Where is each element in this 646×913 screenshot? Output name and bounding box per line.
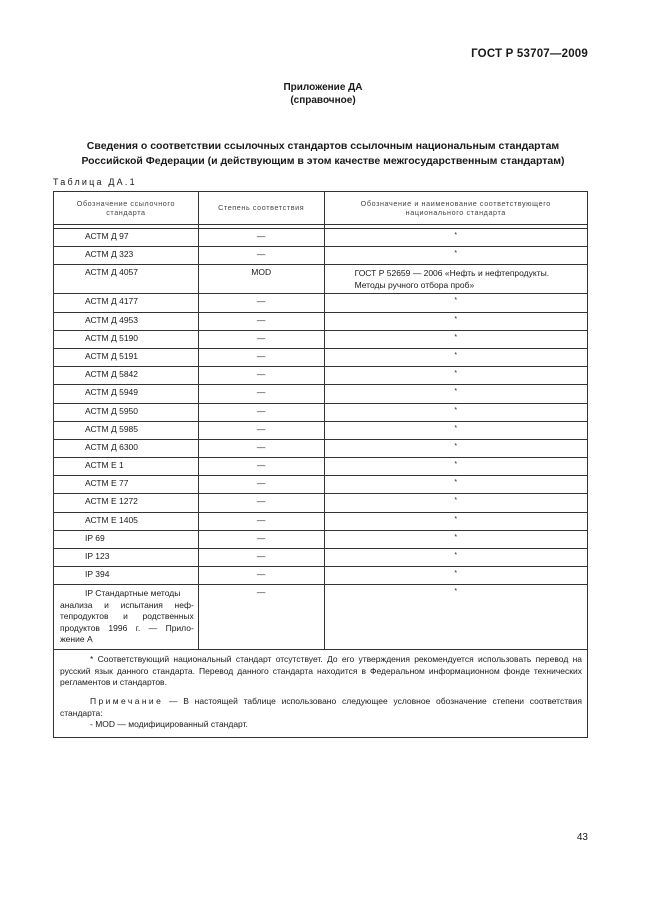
cell-reference: АСТМ Д 5950: [54, 403, 199, 421]
cell-national: *: [324, 229, 587, 247]
table-header-row: [54, 192, 588, 225]
cell-reference: IP 123: [54, 549, 199, 567]
cell-national: *: [324, 385, 587, 403]
cell-reference: АСТМ Д 5842: [54, 367, 199, 385]
cell-reference: АСТМ Д 97: [54, 229, 199, 247]
cell-reference: АСТМ Д 5985: [54, 421, 199, 439]
cell-degree: —: [198, 294, 324, 312]
section-title-line-1: Сведения о соответствии ссылочных стандартов ссылочным национальным стандартам: [86, 140, 560, 152]
cell-national: *: [324, 512, 587, 530]
table-row: [54, 458, 588, 476]
cell-degree: —: [198, 549, 324, 567]
cell-reference: АСТМ Д 4057: [54, 265, 199, 294]
table-row: [54, 247, 588, 265]
cell-degree: —: [198, 385, 324, 403]
cell-reference: АСТМ Д 5191: [54, 348, 199, 366]
cell-degree: —: [198, 247, 324, 265]
page-number: 43: [576, 832, 588, 843]
table-row: [54, 403, 588, 421]
section-title: [40, 139, 606, 169]
cell-degree: —: [198, 512, 324, 530]
table-row: [54, 294, 588, 312]
header-national-standard: Обозначение и наименование соответствующего национального стандарта: [324, 192, 587, 225]
cell-reference: АСТМ Е 1272: [54, 494, 199, 512]
table-row: [54, 530, 588, 548]
cell-reference: АСТМ Д 5190: [54, 330, 199, 348]
cell-degree: —: [198, 312, 324, 330]
table-row: [54, 312, 588, 330]
cell-degree: —: [198, 421, 324, 439]
table-row: [54, 512, 588, 530]
cell-degree: —: [198, 403, 324, 421]
note-label: Примечание: [90, 695, 164, 706]
standards-table: [53, 191, 588, 738]
cell-reference: АСТМ Е 1405: [54, 512, 199, 530]
cell-national: ГОСТ Р 52659 — 2006 «Нефть и нефтепродукты. Методы ручного отбора проб»: [324, 265, 587, 294]
table-row: [54, 476, 588, 494]
cell-national: *: [324, 294, 587, 312]
cell-national: *: [324, 567, 587, 585]
cell-reference: АСТМ Д 4953: [54, 312, 199, 330]
cell-national: *: [324, 403, 587, 421]
note-text: — В настоящей таблице использовано следующее условное обозначение степени соответствия стандарта:: [60, 695, 582, 718]
cell-national: *: [324, 367, 587, 385]
cell-reference: АСТМ Е 77: [54, 476, 199, 494]
cell-national: *: [324, 494, 587, 512]
table-row: [54, 265, 588, 294]
cell-reference: АСТМ Д 323: [54, 247, 199, 265]
cell-degree: MOD: [198, 265, 324, 294]
notes-cell: [54, 649, 588, 737]
table-body: [54, 229, 588, 738]
cell-degree: —: [198, 348, 324, 366]
cell-degree: —: [198, 229, 324, 247]
cell-degree: —: [198, 439, 324, 457]
table-caption: Таблица ДА.1: [53, 177, 137, 187]
cell-degree: —: [198, 458, 324, 476]
cell-reference: АСТМ Д 6300: [54, 439, 199, 457]
appendix-heading: [0, 81, 646, 107]
table-row: [54, 330, 588, 348]
cell-reference: [54, 585, 199, 650]
cell-reference: IP 394: [54, 567, 199, 585]
section-title-line-2: Российской Федерации (и действующим в этом качестве межгосударственным стандартам): [81, 155, 565, 167]
note-item: - MOD — модифицированный стандарт.: [90, 719, 248, 730]
cell-national: *: [324, 585, 587, 650]
cell-reference: АСТМ Д 4177: [54, 294, 199, 312]
table-notes-row: [54, 649, 588, 737]
header-degree: Степень соответствия: [198, 192, 324, 225]
reference-continuation: анализа и испытания неф-тепродуктов и родственных продуктов 1996 г. — Прило-жение А: [60, 599, 194, 645]
cell-degree: —: [198, 476, 324, 494]
table-row: [54, 421, 588, 439]
table-row: [54, 229, 588, 247]
cell-national: *: [324, 476, 587, 494]
appendix-title: Приложение ДА: [283, 82, 363, 93]
table-row: [54, 585, 588, 650]
cell-national: *: [324, 439, 587, 457]
table-row: [54, 567, 588, 585]
cell-degree: —: [198, 367, 324, 385]
cell-national: *: [324, 549, 587, 567]
header-reference-standard: Обозначение ссылочного стандарта: [54, 192, 199, 225]
cell-reference: АСТМ Е 1: [54, 458, 199, 476]
appendix-subtitle: (справочное): [290, 95, 356, 106]
cell-degree: —: [198, 585, 324, 650]
cell-national: *: [324, 421, 587, 439]
cell-degree: —: [198, 494, 324, 512]
footnote: * Соответствующий национальный стандарт отсутствует. До его утверждения рекомендуется использовать перевод на русский язык данного стандарта. Перевод данного стандарта находится в Федеральном информационном фонде технических регламентов и стандартов.: [60, 653, 582, 688]
table-row: [54, 439, 588, 457]
cell-national: *: [324, 247, 587, 265]
cell-national: *: [324, 312, 587, 330]
cell-reference: IP 69: [54, 530, 199, 548]
cell-degree: —: [198, 530, 324, 548]
table-row: [54, 549, 588, 567]
table-row: [54, 348, 588, 366]
document-id: ГОСТ Р 53707—2009: [471, 48, 588, 60]
table-row: [54, 367, 588, 385]
cell-degree: —: [198, 567, 324, 585]
cell-national: *: [324, 330, 587, 348]
cell-national: *: [324, 348, 587, 366]
table-row: [54, 494, 588, 512]
cell-reference: АСТМ Д 5949: [54, 385, 199, 403]
cell-national: *: [324, 530, 587, 548]
reference-first-line: IP Стандартные методы: [85, 588, 181, 599]
note: [60, 696, 582, 719]
cell-national: *: [324, 458, 587, 476]
cell-degree: —: [198, 330, 324, 348]
table-row: [54, 385, 588, 403]
